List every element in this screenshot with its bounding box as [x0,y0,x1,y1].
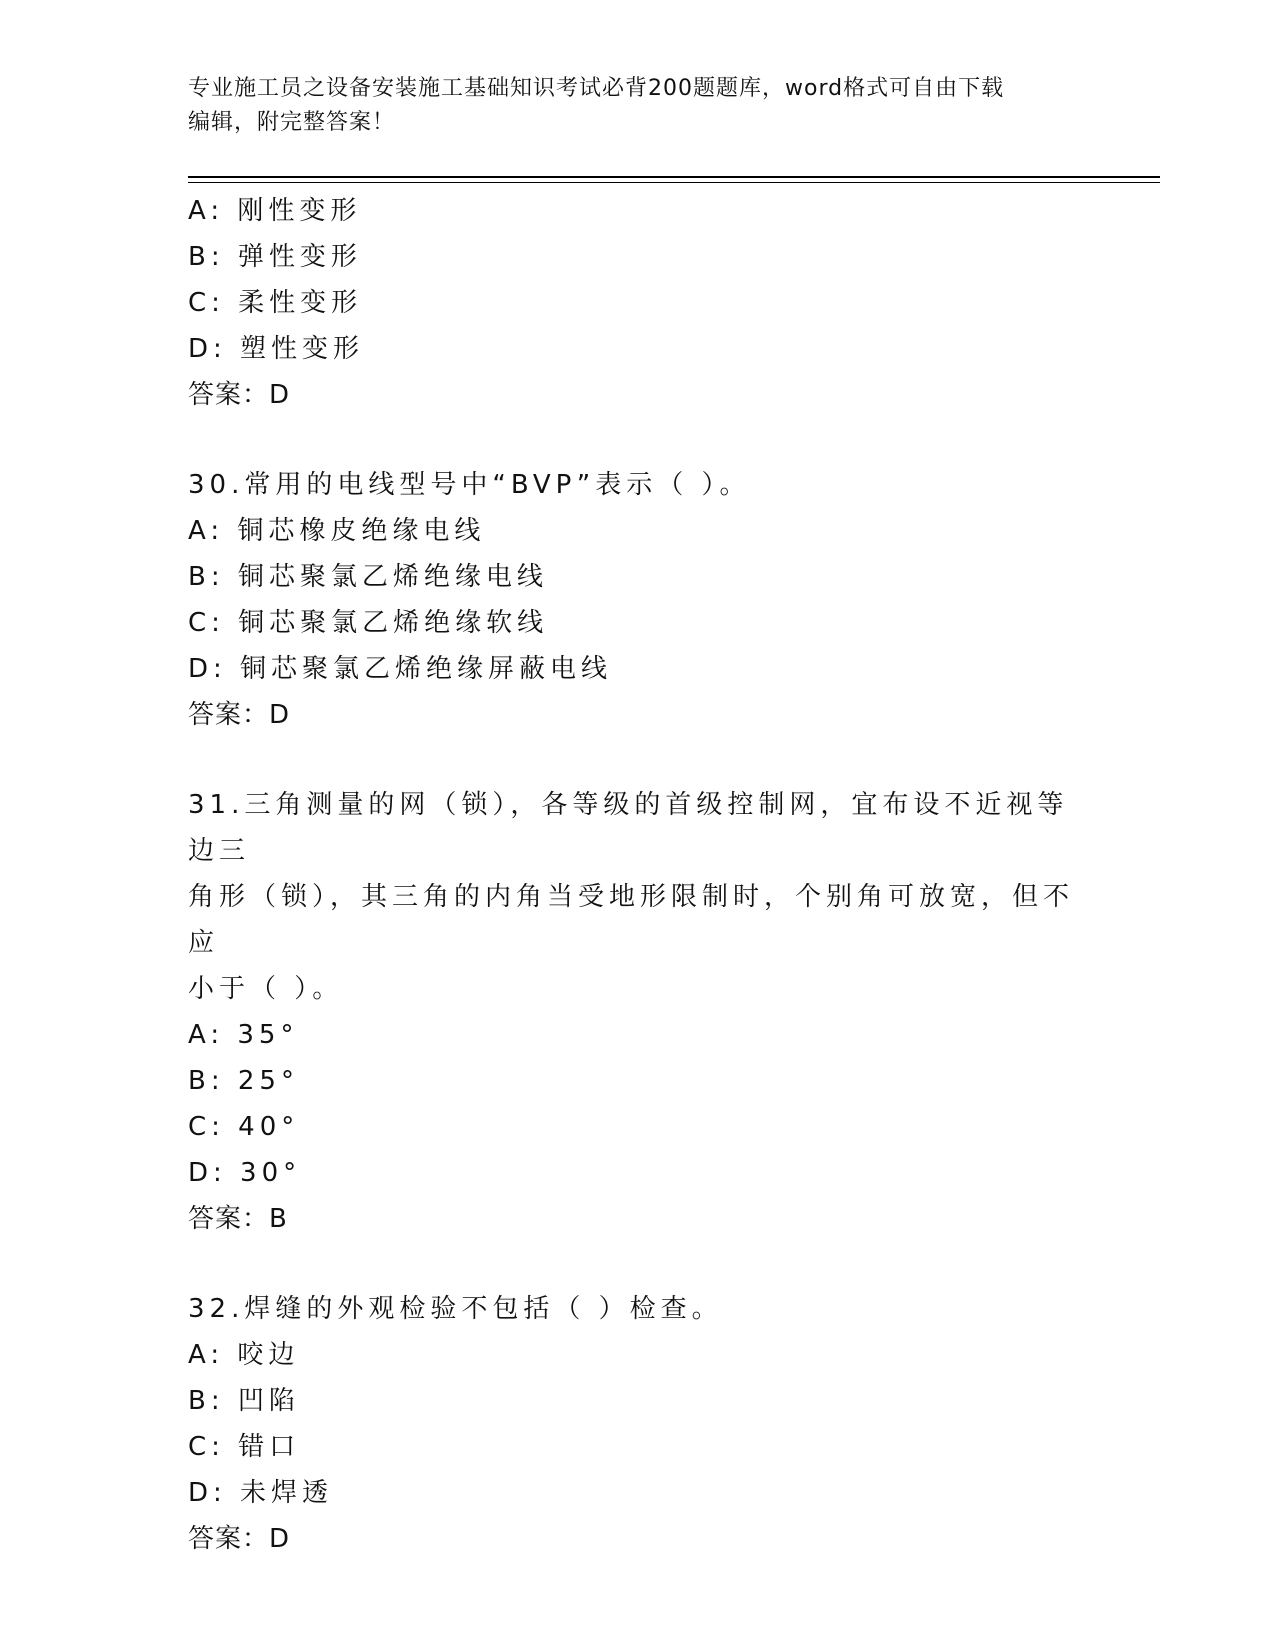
option-a: A: 35° [188,1020,299,1050]
answer-line: 答案：B [188,1204,288,1234]
question-text-line-2: 角形（锁），其三角的内角当受地形限制时，个别角可放宽，但不应 [188,882,1075,958]
answer-line: 答案：D [188,1524,291,1554]
question-text-line-3: 小于（ ）。 [188,974,344,1004]
option-d: D: 30° [188,1158,302,1188]
header-divider-thin [188,182,1160,183]
header-line-1: 专业施工员之设备安装施工基础知识考试必背200题题库，word格式可自由下载 [188,76,1005,101]
option-d: D: 未焊透 [188,1478,334,1508]
question-list [188,188,1088,1562]
question-29-continued [188,188,1088,418]
option-a: A: 铜芯橡皮绝缘电线 [188,516,486,546]
answer-line: 答案：D [188,380,291,410]
option-c: C: 铜芯聚氯乙烯绝缘软线 [188,608,549,638]
answer-line: 答案：D [188,700,291,730]
header-divider-thick [188,176,1160,178]
option-d: D: 塑性变形 [188,334,365,364]
option-b: B: 25° [188,1066,299,1096]
option-a: A: 咬边 [188,1340,300,1370]
question-32 [188,1286,1088,1562]
header-line-2: 编辑，附完整答案！ [188,110,396,135]
option-b: B: 弹性变形 [188,242,362,272]
option-b: B: 铜芯聚氯乙烯绝缘电线 [188,562,548,592]
option-c: C: 错口 [188,1432,301,1462]
option-c: C: 40° [188,1112,300,1142]
question-30 [188,462,1088,738]
question-text-line-1: 31.三角测量的网（锁），各等级的首级控制网，宜布设不近视等边三 [188,790,1069,866]
option-b: B: 凹陷 [188,1386,300,1416]
question-text: 30.常用的电线型号中“BVP”表示（ ）。 [188,470,751,500]
option-d: D: 铜芯聚氯乙烯绝缘屏蔽电线 [188,654,613,684]
question-text: 32.焊缝的外观检验不包括（ ）检查。 [188,1294,723,1324]
question-31 [188,782,1088,1242]
document-header [188,72,1088,140]
option-c: C: 柔性变形 [188,288,363,318]
option-a: A: 刚性变形 [188,196,362,226]
